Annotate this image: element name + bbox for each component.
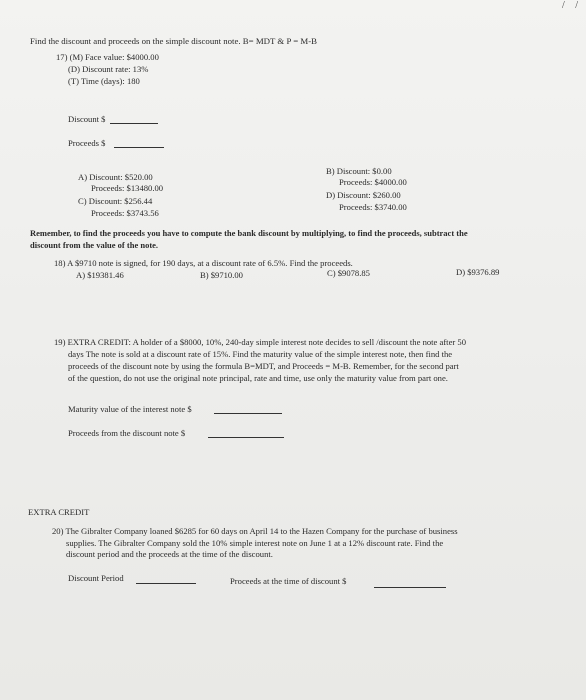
q19-line-1: 19) EXTRA CREDIT: A holder of a $8000, 10%, 240-day simple interest note decides to sell /discount the note after 50 xyxy=(54,337,466,347)
q19-line-4: of the question, do not use the original note principal, rate and time, use only the maturity value from part one. xyxy=(68,373,448,383)
reminder-line-1: Remember, to find the proceeds you have to compute the bank discount by multiplying, to find the proceeds, subtract the xyxy=(30,228,468,238)
q18-question: 18) A $9710 note is signed, for 190 days, at a discount rate of 6.5%. Find the proceeds. xyxy=(54,258,353,268)
q17-discount-answer-line[interactable] xyxy=(110,123,158,124)
q17-option-c-proceeds: Proceeds: $3743.56 xyxy=(91,208,159,218)
q18-option-b: B) $9710.00 xyxy=(200,270,243,280)
instruction-text: Find the discount and proceeds on the simple discount note. B= MDT & P = M-B xyxy=(30,36,318,46)
q17-option-a-discount: A) Discount: $520.00 xyxy=(78,172,153,182)
q20-discount-period-label: Discount Period xyxy=(68,573,124,583)
q20-line-3: discount period and the proceeds at the time of the discount. xyxy=(66,549,273,559)
q19-maturity-answer-line[interactable] xyxy=(214,413,282,414)
q19-line-2: days The note is sold at a discount rate of 15%. Find the maturity value of the simple interest note, then find the xyxy=(68,349,453,359)
q19-maturity-label: Maturity value of the interest note $ xyxy=(68,404,192,414)
page-corner-marks: / / xyxy=(561,0,582,11)
reminder-line-2: discount from the value of the note. xyxy=(30,240,159,250)
q17-discount-label: Discount $ xyxy=(68,114,106,124)
q19-proceeds-answer-line[interactable] xyxy=(208,437,284,438)
q20-discount-period-answer-line[interactable] xyxy=(136,583,196,584)
q19-proceeds-label: Proceeds from the discount note $ xyxy=(68,428,186,438)
q17-proceeds-answer-line[interactable] xyxy=(114,147,164,148)
q17-option-b-proceeds: Proceeds: $4000.00 xyxy=(339,177,407,187)
q18-option-a: A) $19381.46 xyxy=(76,270,124,280)
q17-face-value: 17) (M) Face value: $4000.00 xyxy=(56,52,159,62)
q17-time: (T) Time (days): 180 xyxy=(68,76,140,86)
q20-line-1: 20) The Gibralter Company loaned $6285 for 60 days on April 14 to the Hazen Company for the purchase of business xyxy=(52,526,458,536)
q17-proceeds-label: Proceeds $ xyxy=(68,138,106,148)
q17-option-b-discount: B) Discount: $0.00 xyxy=(326,166,392,176)
q17-option-d-discount: D) Discount: $260.00 xyxy=(326,190,401,200)
q20-proceeds-label: Proceeds at the time of discount $ xyxy=(230,576,347,586)
q18-option-d: D) $9376.89 xyxy=(456,267,500,277)
q17-discount-rate: (D) Discount rate: 13% xyxy=(68,64,149,74)
q18-option-c: C) $9078.85 xyxy=(327,268,370,278)
q20-line-2: supplies. The Gibralter Company sold the 10% simple interest note on June 1 at a 12% discount rate. Find the xyxy=(66,538,444,548)
q19-line-3: proceeds of the discount note by using the formula B=MDT, and Proceeds = M-B. Remember, for the second part xyxy=(68,361,459,371)
q17-option-a-proceeds: Proceeds: $13480.00 xyxy=(91,183,164,193)
q20-proceeds-answer-line[interactable] xyxy=(374,587,446,588)
q17-option-d-proceeds: Proceeds: $3740.00 xyxy=(339,202,407,212)
q17-option-c-discount: C) Discount: $256.44 xyxy=(78,196,153,206)
extra-credit-heading: EXTRA CREDIT xyxy=(28,507,90,517)
